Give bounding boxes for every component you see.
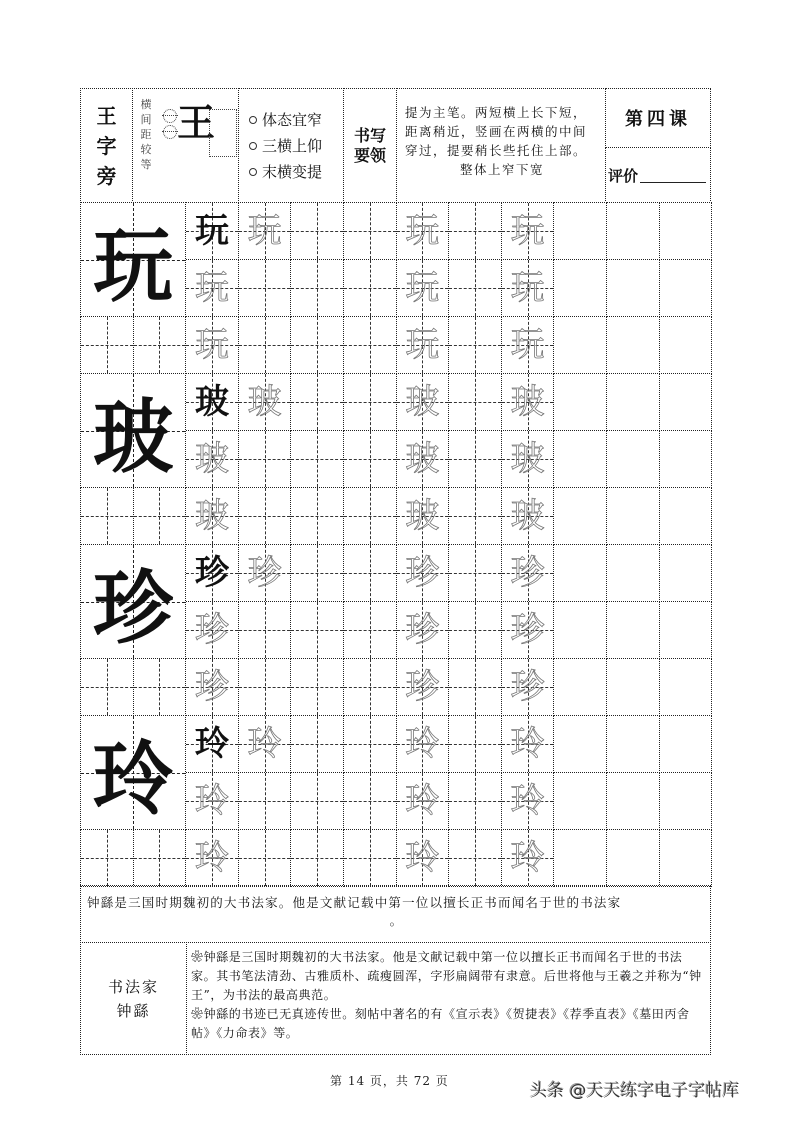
tian-grid-cell	[448, 202, 502, 260]
bio-paragraph: ❀钟繇的书迹已无真迹传世。刻帖中著名的有《宣示表》《贺捷表》《荐季直表》《墓田丙舍帖》《力命表》等。	[191, 1007, 690, 1040]
blank-cell	[659, 316, 713, 374]
tian-grid-cell	[80, 487, 134, 545]
evaluation-field	[605, 147, 711, 203]
model-character: 玻	[194, 382, 229, 422]
comment-text: 钟繇是三国时期魏初的大书法家。他是文献记载中第一位以擅长正书而闻名于世的书法家	[87, 895, 622, 910]
tian-grid-cell	[185, 487, 239, 545]
bullet-item	[249, 159, 322, 185]
bio-paragraph: ❀钟繇是三国时期魏初的大书法家。他是文献记载中第一位以擅长正书而闻名于世的书法家。其书笔法清劲、古雅质朴、疏瘦圆浑，字形扁阔带有隶意。后世将他与王羲之并称为“钟王”，为书法的最高典范。	[191, 950, 702, 1002]
trace-character: 珍	[194, 667, 229, 707]
trace-character: 玩	[405, 211, 440, 251]
trace-character: 玩	[510, 325, 545, 365]
tian-grid-cell	[396, 715, 450, 773]
evaluation-label: 评价	[608, 166, 639, 185]
trace-character: 珍	[247, 553, 282, 593]
radical-name-char: 字	[96, 133, 117, 158]
tian-grid-cell	[343, 772, 397, 830]
trace-character: 玻	[510, 496, 545, 536]
tian-grid-cell	[343, 601, 397, 659]
trace-character: 珍	[194, 610, 229, 650]
tian-grid-cell	[448, 829, 502, 887]
tian-grid-cell	[396, 373, 450, 431]
blank-cell	[553, 601, 607, 659]
tian-grid-cell	[448, 259, 502, 317]
tian-grid-cell	[133, 829, 187, 887]
blank-cell	[553, 373, 607, 431]
tian-grid-cell	[185, 430, 239, 488]
tian-grid-cell	[343, 259, 397, 317]
trace-character: 玩	[405, 268, 440, 308]
label-char: 距	[140, 128, 152, 141]
evaluation-blank[interactable]	[640, 168, 706, 183]
tian-grid-cell	[185, 829, 239, 887]
trace-character: 玩	[194, 268, 229, 308]
tian-grid-cell	[448, 715, 502, 773]
tian-grid-cell	[396, 658, 450, 716]
tian-grid-cell	[396, 772, 450, 830]
tian-grid-cell	[290, 316, 344, 374]
blank-cell	[659, 430, 713, 488]
trace-character: 玲	[194, 781, 229, 821]
tian-grid-cell	[343, 202, 397, 260]
bullet-text: 三横上仰	[262, 137, 323, 155]
description-line: 整体上窄下宽	[459, 162, 544, 177]
radical-name-char: 王	[96, 103, 117, 128]
blank-cell	[553, 316, 607, 374]
trace-character: 玲	[510, 724, 545, 764]
tian-grid-cell	[501, 316, 555, 374]
radical-name-char: 旁	[96, 163, 117, 188]
radical-diagram-cell	[132, 88, 239, 203]
trace-character: 玻	[405, 382, 440, 422]
description-line: 距离稍近，竖画在两横的中间	[405, 124, 588, 139]
blank-cell	[606, 658, 660, 716]
tian-grid-cell	[396, 544, 450, 602]
tian-grid-cell	[238, 544, 292, 602]
tian-grid-cell	[396, 202, 450, 260]
watermark: 头条 @天天练字电子字帖库	[530, 1081, 740, 1101]
tian-grid-cell	[501, 772, 555, 830]
bullet-text: 体态宜窄	[262, 111, 323, 129]
tian-grid-cell	[343, 715, 397, 773]
tian-grid-cell	[185, 601, 239, 659]
bio-title-line: 钟繇	[116, 1001, 151, 1020]
tian-grid-cell	[80, 658, 134, 716]
blank-cell	[606, 373, 660, 431]
tian-grid-cell	[290, 373, 344, 431]
blank-cell	[606, 259, 660, 317]
bullet-points-cell	[238, 88, 344, 203]
tian-grid-cell	[133, 316, 187, 374]
trace-character: 玻	[194, 439, 229, 479]
large-model-character-cell	[80, 715, 186, 830]
blank-cell	[606, 316, 660, 374]
tian-grid-cell	[396, 259, 450, 317]
tian-grid-cell	[290, 601, 344, 659]
tian-grid-cell	[185, 544, 239, 602]
blank-cell	[659, 772, 713, 830]
blank-cell	[659, 487, 713, 545]
label-char: 横	[140, 98, 152, 111]
blank-cell	[553, 202, 607, 260]
tian-grid-cell	[238, 772, 292, 830]
tian-grid-cell	[396, 601, 450, 659]
tian-grid-cell	[396, 829, 450, 887]
tian-grid-cell	[290, 259, 344, 317]
tian-grid-cell	[501, 202, 555, 260]
trace-character: 玻	[405, 439, 440, 479]
tian-grid-cell	[290, 772, 344, 830]
tian-grid-cell	[501, 601, 555, 659]
tian-grid-cell	[448, 601, 502, 659]
tian-grid-cell	[343, 487, 397, 545]
blank-cell	[553, 544, 607, 602]
trace-character: 玻	[194, 496, 229, 536]
trace-character: 玻	[247, 382, 282, 422]
tian-grid-cell	[501, 829, 555, 887]
tian-grid-cell	[290, 544, 344, 602]
tian-grid-cell	[343, 658, 397, 716]
large-model-character-cell	[80, 202, 186, 317]
tian-grid-cell	[80, 829, 134, 887]
trace-character: 玻	[405, 496, 440, 536]
tian-grid-cell	[343, 430, 397, 488]
blank-cell	[606, 202, 660, 260]
trace-character: 玻	[510, 439, 545, 479]
tian-grid-cell	[185, 259, 239, 317]
blank-cell	[659, 202, 713, 260]
tian-grid-cell	[343, 829, 397, 887]
tian-grid-cell	[448, 373, 502, 431]
blank-cell	[606, 430, 660, 488]
calligrapher-title	[80, 942, 187, 1055]
tian-grid-cell	[501, 715, 555, 773]
blank-cell	[659, 658, 713, 716]
tian-grid-cell	[238, 658, 292, 716]
blank-cell	[606, 715, 660, 773]
trace-character: 珍	[510, 667, 545, 707]
trace-character: 玲	[405, 724, 440, 764]
trace-character: 珍	[510, 553, 545, 593]
blank-cell	[659, 715, 713, 773]
large-model-character: 玩	[93, 219, 174, 313]
tian-grid-cell	[501, 259, 555, 317]
description-line: 提为主笔。两短横上长下短，	[405, 105, 588, 120]
trace-character: 玩	[194, 325, 229, 365]
trace-character: 玲	[405, 838, 440, 878]
tian-grid-cell	[448, 430, 502, 488]
key-points-title	[343, 88, 397, 203]
trace-character: 玩	[510, 211, 545, 251]
tian-grid-cell	[238, 259, 292, 317]
blank-cell	[606, 829, 660, 887]
blank-cell	[606, 772, 660, 830]
radical-name-cell	[80, 88, 133, 203]
tian-grid-cell	[133, 658, 187, 716]
tian-grid-cell	[185, 373, 239, 431]
tian-grid-cell	[133, 487, 187, 545]
blank-cell	[659, 544, 713, 602]
trace-character: 玲	[405, 781, 440, 821]
large-model-character: 珍	[93, 561, 174, 655]
diagram-vertical-label	[139, 97, 153, 172]
model-character: 珍	[194, 553, 229, 593]
tian-grid-cell	[238, 316, 292, 374]
tian-grid-cell	[290, 430, 344, 488]
trace-character: 珍	[405, 667, 440, 707]
radical-example-glyph: 王	[177, 100, 216, 145]
model-character: 玩	[194, 211, 229, 251]
bio-title-line: 书法家	[107, 977, 159, 996]
label-char: 间	[140, 113, 152, 126]
blank-cell	[553, 829, 607, 887]
tian-grid-cell	[238, 601, 292, 659]
dotted-frame-icon	[209, 109, 237, 157]
tian-grid-cell	[448, 316, 502, 374]
large-model-character: 玻	[93, 390, 174, 484]
blank-cell	[659, 259, 713, 317]
tian-grid-cell	[80, 316, 134, 374]
tian-grid-cell	[185, 715, 239, 773]
tian-grid-cell	[448, 487, 502, 545]
tian-grid-cell	[290, 202, 344, 260]
blank-cell	[606, 544, 660, 602]
trace-character: 玲	[194, 838, 229, 878]
trace-character: 玩	[247, 211, 282, 251]
tian-grid-cell	[501, 373, 555, 431]
large-model-character-cell	[80, 373, 186, 488]
trace-character: 玩	[405, 325, 440, 365]
trace-character: 玩	[510, 268, 545, 308]
tian-grid-cell	[185, 202, 239, 260]
tian-grid-cell	[238, 430, 292, 488]
tian-grid-cell	[185, 316, 239, 374]
tian-grid-cell	[448, 544, 502, 602]
key-points-description	[396, 88, 606, 203]
description-line: 穿过，提要稍长些托住上部。	[405, 143, 588, 158]
circle-bullet-icon	[249, 142, 257, 150]
blank-cell	[553, 715, 607, 773]
tian-grid-cell	[396, 487, 450, 545]
tian-grid-cell	[290, 829, 344, 887]
label-char: 较	[140, 143, 152, 156]
tian-grid-cell	[501, 487, 555, 545]
large-model-character-cell	[80, 544, 186, 659]
tian-grid-cell	[290, 487, 344, 545]
tian-grid-cell	[501, 544, 555, 602]
comment-row	[80, 885, 711, 943]
key-points-title-line: 书写	[353, 125, 386, 145]
blank-cell	[553, 772, 607, 830]
tian-grid-cell	[290, 658, 344, 716]
trace-character: 玲	[510, 838, 545, 878]
label-char: 等	[140, 158, 152, 171]
tian-grid-cell	[238, 202, 292, 260]
bullet-text: 末横变提	[262, 163, 323, 181]
page-number: 第 14 页，共 72 页	[330, 1074, 449, 1088]
blank-cell	[553, 430, 607, 488]
blank-cell	[659, 373, 713, 431]
blank-cell	[659, 601, 713, 659]
lesson-title: 第四课	[605, 88, 711, 148]
bullet-item	[249, 107, 322, 133]
tian-grid-cell	[396, 430, 450, 488]
comment-tail: 。	[389, 913, 404, 928]
trace-character: 玲	[510, 781, 545, 821]
large-model-character: 玲	[93, 732, 174, 826]
tian-grid-cell	[396, 316, 450, 374]
tian-grid-cell	[238, 487, 292, 545]
tian-grid-cell	[185, 772, 239, 830]
blank-cell	[553, 259, 607, 317]
tian-grid-cell	[238, 373, 292, 431]
tian-grid-cell	[343, 373, 397, 431]
bullet-item	[249, 133, 322, 159]
tian-grid-cell	[238, 715, 292, 773]
tian-grid-cell	[448, 772, 502, 830]
key-points-title-line: 要领	[353, 145, 386, 165]
trace-character: 玲	[247, 724, 282, 764]
tian-grid-cell	[185, 658, 239, 716]
spacing-marker-icon	[163, 109, 177, 141]
circle-bullet-icon	[249, 116, 257, 124]
trace-character: 珍	[405, 610, 440, 650]
trace-character: 珍	[405, 553, 440, 593]
tian-grid-cell	[238, 829, 292, 887]
tian-grid-cell	[501, 658, 555, 716]
blank-cell	[553, 658, 607, 716]
blank-cell	[606, 601, 660, 659]
tian-grid-cell	[290, 715, 344, 773]
blank-cell	[659, 829, 713, 887]
model-character: 玲	[194, 724, 229, 764]
trace-character: 玻	[510, 382, 545, 422]
tian-grid-cell	[343, 544, 397, 602]
blank-cell	[553, 487, 607, 545]
tian-grid-cell	[501, 430, 555, 488]
tian-grid-cell	[448, 658, 502, 716]
circle-bullet-icon	[249, 168, 257, 176]
blank-cell	[606, 487, 660, 545]
tian-grid-cell	[343, 316, 397, 374]
calligrapher-bio	[186, 942, 711, 1055]
trace-character: 珍	[510, 610, 545, 650]
